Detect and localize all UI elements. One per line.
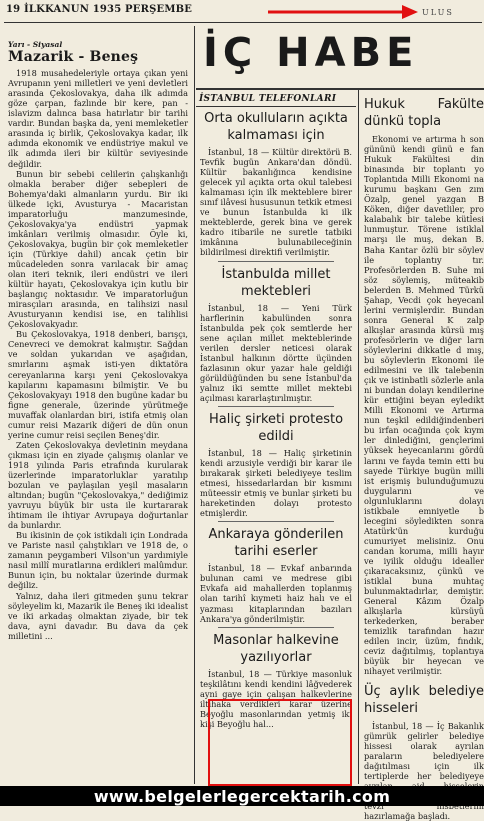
highlight-box <box>208 699 352 786</box>
news-headline: Ankaraya gönderilen tarihi eserler <box>208 527 344 560</box>
item-divider <box>218 627 334 628</box>
column-divider <box>194 26 195 784</box>
item-divider <box>218 406 334 407</box>
news-item <box>200 110 352 262</box>
masthead-rule <box>196 88 484 90</box>
news-item <box>200 411 352 522</box>
newspaper-name: ULUS <box>422 8 454 17</box>
header-rule <box>4 22 482 23</box>
section-masthead: İÇ HABE <box>203 30 419 76</box>
news-body: İstanbul, 18 — Haliç şirketinin kendi arzusiyle verdiği bir karar ile bırakarak şirketi belediyeye teslim etmesi, hissedarlardan bir kısmını müteessir etmiş ve bunlar şirketi bu hareketinden dolayı protesto etmişlerdir. <box>200 447 352 519</box>
item-divider <box>218 521 334 522</box>
footer-url: www.belgelerlegercektarih.com <box>93 787 391 806</box>
news-headline: Haliç şirketi protesto edildi <box>208 411 344 444</box>
left-column <box>8 40 188 784</box>
news-body: İstanbul, 18 — Türkiye masonluk teşkilâtını kendi kendini lâğvederek ayni gaye için çalışan halkevlerine iltihaka verdikleri karar üzerine Beyoğlu masonlarından yetmiş iki kişi Beyoğlu hal... <box>200 668 352 729</box>
news-body: İstanbul, 18 — Yeni Türk harflerinin kabulünden sonra İstanbulda pek çok semtlerde her sene açılan millet mekteblerinde verilen dersler neticesi olarak İstanbul halkının dörtte üçünden fazlasının okur yazar hale geldiği görüldüğünden bu sene İstanbul'da yalnız iki semtte millet mektebi açılması kararlaştırılmıştır. <box>200 302 352 403</box>
left-paragraph: 1918 musahedeleriyle ortaya çıkan yeni Avrupanın yeni milletleri ve yeni devletleri arasında Çekoslovakya, daha ilk adımda göze çarpan, fazlınde bir kere, pan - islavizm dalınca basa hatırlatır bir tarihi vardır. Bundan başka da, yeni memleketler arasında iç birlik, Çekoslovakya kadar, ilk adımda ekonomik ve endüstriye makul ve ilk adımda ileri bir kültür seviyesinde değildir. <box>8 68 188 169</box>
news-item <box>200 266 352 407</box>
section-label: İSTANBUL TELEFONLARI <box>199 94 337 104</box>
left-paragraph: Bu Çekoslovakya, 1918 denberi, barışçı, Cenevreci ve demokrat kalmıştır. Sağdan ve soldan yukarıdan ve aşağıdan, smırlarını aşmak isti-yen diktatöra cereyanlarına karşı yeni Çekoslovakya kapılarını kapamasını bilmiştir. Ve bu Çekoslovakyayı 1918 den bugüne kadar bu figne generale, üzerinde yürütmeğe muvaffak olanlardan biri, istifa etmiş olan cumur reisi Mazarik diğeri de dün onun yerine cumur reisi seçilen Beneş'dir. <box>8 329 188 440</box>
news-body: İstanbul, 18 — Kültür direktörü B. Tevfik bugün Ankara'dan döndü. Kültür bakanlığınca kendisine gelecek yıl açıkta orta okul talebesi kalmaması için ilk mekteblere birer sınıf ilâvesi hususunun tetkik etmesi ve bunun İstanbulda ki ilk mekteblerde, gerek bina ve gerek kadro itibarile ne suretle tatbiki imkânına bulunabileceğinin bildirilmesi direktifi verilmiştir. <box>200 147 352 258</box>
column-divider <box>358 90 359 784</box>
news-body: İstanbul, 18 — Evkaf anbarında bulunan cami ve medrese gibi Evkafa aid mahallerden toplanmış olan tarihî kıymeti haiz halı ve el yazması kitaplarından bazıları Ankara'ya gönderilmiştir. <box>200 563 352 624</box>
right-column <box>364 96 484 821</box>
left-paragraph: Bu ikisinin de çok istikdali için Londrada ve Pariste nasıl çalıştıkları ve 1918 de, o zamanın peygamberi Vilson'un yardımiyle nasıl millî muratlarına erdikleri malûmdur. Bunun için, bu noktalar üzerinde durmak değiliz. <box>8 530 188 591</box>
right-headline-2: Üç aylık belediye hisseleri <box>364 683 484 716</box>
red-arrow-icon <box>268 4 418 20</box>
left-article-title: Mazarik - Beneş <box>8 49 139 66</box>
column-kicker: Yarı - Siyasal <box>8 40 63 49</box>
news-headline: Orta okulluların açıkta kalmaması için <box>204 111 348 143</box>
news-item <box>200 526 352 627</box>
watermark-footer <box>0 786 484 806</box>
right-body: Ekonomi ve artırma h son gününü kendi günü e fan Hukuk Fakültesi din binasında bir toplantı yo Toplantıda Milli Ekonomi na kurumu başkanı Gen zım Özalp, genel yazgan B Köken, diğer davetliler, pro kalabalık bir talebe kütlesi lunmuştur. Törene istiklal marşı ile muş, dekan B. Baha Kantar özlü bir söylev ile toplantıy tır. Profesörlerden B. Suhe mi söz söylemiş, müteakib belerden B. Mehmed Türkü Şahap, Vecdi çok heyecanl lerini vermişlerdir. Bundan sonra General K zalp alkışlar arasında kürsü mış profesörlerin ve diğer larn söylevlerini dikkatle d mış, bu söylevlerin Ekonomi ile edilmesini ve ilk talebenin çık ve istinbatli sözlerle anla ni bundan dolayı kendilerine kür ettiğini beyan eyledikt Milli Ekonomi ve Artırma nun teşkil edildiğindenberi bu irfan ocağında çok kıym ler dinlediğini, gençlerimi yüksek heyecanlarını gördü larını ve fayda temin etti bu sayede Türkiye bugün milli ist erişmiş bulunduğumuzu duygularını ve olgunluklarını dolayı istikbale emniyetle b lecegini söyledikten sonra Atatürk'ün kurduğu cumuriyet melisiniz. Onu candan koruma, milli hayır ve iyilik olduğu idealler çıkaracaksınız, çünkü ve istiklal buna muhtaç bulunmaktadırlar, demiştir. General Kâzım Özalp alkışlarla kürsüyü terkederken, beraber temizlik tarafından hazır edilen incir, üzüm, fındık, ceviz dağıtılmış, toplantıya büyük bir heyecan ve nihayet verilmiştir. <box>364 134 484 677</box>
issue-date: 19 İLKKANUN 1935 PERŞEMBE <box>6 4 193 15</box>
news-headline: İstanbulda millet mektebleri <box>221 266 331 299</box>
item-divider <box>218 261 334 262</box>
page-header <box>0 0 484 22</box>
right-body-2: İstanbul, 18 — İç Bakanlık gümrük gelirler belediye hissesi olarak ayrılan paraların belediyelere dağıtılması için ilk tertiplerde her belediyeye hazırlamağa başladı. <box>364 720 484 821</box>
left-paragraph: Bunun bir sebebi celilerin çalışkanlığı olmakla beraber diğer sebepleri de Bohemya'daki almanların yurdu. Bir iki ülkede içki, Avusturya - Macaristan imparatorluğu manzumesinde, Çekoslovakya'ya endüstri yapmak imkânları verilmiş olmasıdır. Öyle ki, Çekoslovakya, bugün bir çok memleketler için (Türkiye dahil) ancak çetin bir mücadeleden sonra varılacak bir amaç olan iteri teknik, ileri endüstri ve ileri kültür hayatı, Çekoslovakya için kutlu bir başlangıç noktasıdır. Ve imparatorluğun mirasçıları arasında, en talihsizi nasıl Avusturyanın kendisi ise, en talihlisi Çekoslovakyadır. <box>8 168 188 330</box>
news-headline: Masonlar halkevine yazılıyorlar <box>213 632 339 665</box>
section-rule <box>196 106 356 107</box>
right-headline: Hukuk Fakülte dünkü topla <box>364 97 484 129</box>
center-column <box>200 108 352 784</box>
left-paragraph: Yalnız, daha ileri gitmeden şunu tekrar söyleyelim ki, Mazarik ile Beneş iki idealist ve iki arkadaş olmaktan ziyade, bir tek dava, ayni davadır. Bu dava da çek milletini ... <box>8 590 188 641</box>
left-paragraph: Zaten Çekoslovakya devletinin meydana çıkması için en ziyade çalışmış olanlar ve 1918 yılında Paris etrafında kurularak üzerlerinde imparatorluklar yaratılıp bozulan ve paylaşılan yeşil masaların altından; bugün "Çekoslovakya," dediğimiz yavruyu büyük bir usta ile kurtararak ihtimam ile ihtiyar Avrupaya doğurtanlar da bunlardır. <box>8 439 188 531</box>
